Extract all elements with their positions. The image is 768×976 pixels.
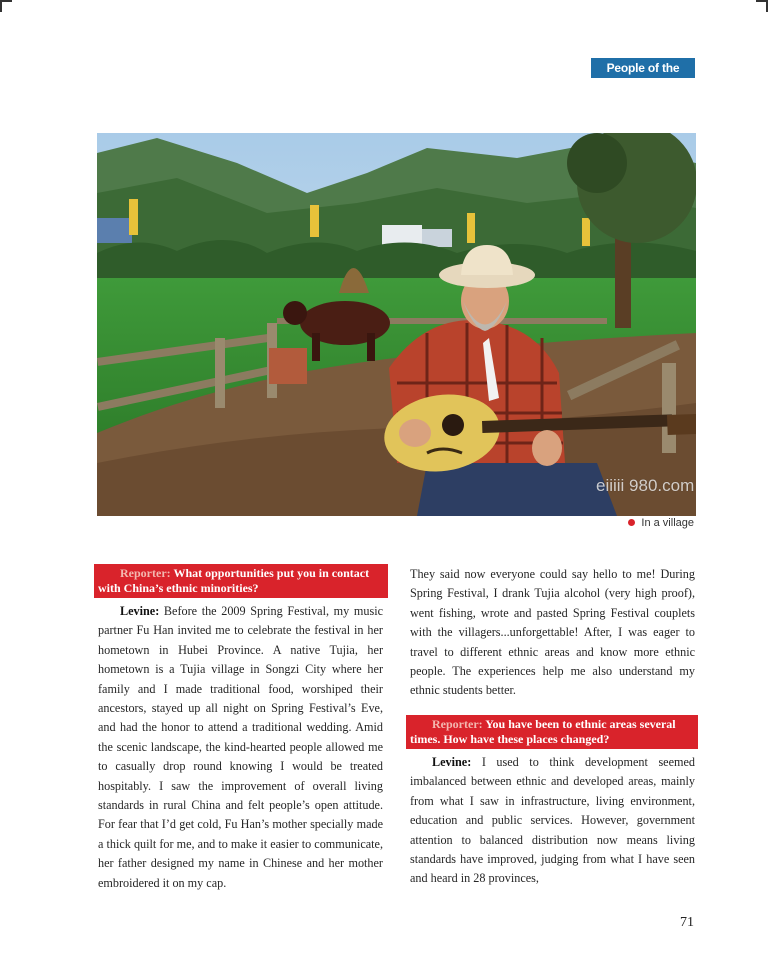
right-column-continuation	[410, 565, 695, 701]
answer-1-paragraph	[98, 602, 383, 893]
photo-caption-text: In a village	[641, 517, 694, 529]
photo-caption	[628, 517, 694, 529]
speaker-label: Levine:	[432, 755, 472, 769]
question-1-line-1: What opportunities put you in contact	[173, 566, 370, 580]
reporter-question-2	[406, 715, 698, 749]
left-column-text	[98, 602, 383, 893]
question-2-line-1: You have been to ethnic areas several	[485, 717, 676, 731]
answer-2-text: I used to think development seemed imbalanced between ethnic and developed areas, mainly from what I saw in infrastructure, living environment, education and public services. However, government attention to balanced distribution now means living standards have improved, judging from what I have seen and heard in 28 provinces,	[410, 755, 695, 886]
speaker-label: Levine:	[120, 604, 160, 618]
answer-1-text: Before the 2009 Spring Festival, my music partner Fu Han invited me to celebrate the festival in her hometown in Hubei Province. A native Tujia, her hometown is a Tujia village in Songzi City where her family and I made traditional food, worshiped their ancestors, stayed up all night on Spring Festival’s Eve, and had the honor to attend a traditional wedding. Amid the scenic landscape, the kind-hearted people allowed me to casually drop round knowing I would be treated hospitably. I saw the improvement of overall living standards in rural China and felt people’s open attitude. For fear that I’d get cold, Fu Han’s mother specially made a thick quilt for me, and to make it easier to communicate, her father designed my name in Chinese and her mother embroidered it on my cap.	[98, 604, 383, 890]
question-2-line-2: times. How have these places changed?	[410, 732, 610, 746]
reporter-question-1	[94, 564, 388, 598]
right-column-answer	[410, 753, 695, 889]
answer-2-paragraph	[410, 753, 695, 889]
question-1-line-2: with China’s ethnic minorities?	[98, 581, 259, 595]
feature-photo	[97, 133, 696, 516]
crop-mark-top-right	[756, 0, 768, 12]
photo-watermark: eiiiii 980.com	[596, 476, 695, 495]
reporter-label: Reporter:	[120, 566, 171, 580]
crop-mark-top-left	[0, 0, 12, 12]
continuation-paragraph: They said now everyone could say hello to me! During Spring Festival, I drank Tujia alcohol (very high proof), went fishing, wrote and pasted Spring Festival couplets with the villagers...unforgettable! After, I was eager to travel to different ethnic areas and know more ethnic people. The experiences help me also understand my ethnic students better.	[410, 567, 695, 698]
page-number: 71	[680, 915, 694, 930]
caption-bullet-icon	[628, 519, 635, 526]
reporter-label: Reporter:	[432, 717, 483, 731]
section-tag: People of the times	[591, 58, 695, 78]
